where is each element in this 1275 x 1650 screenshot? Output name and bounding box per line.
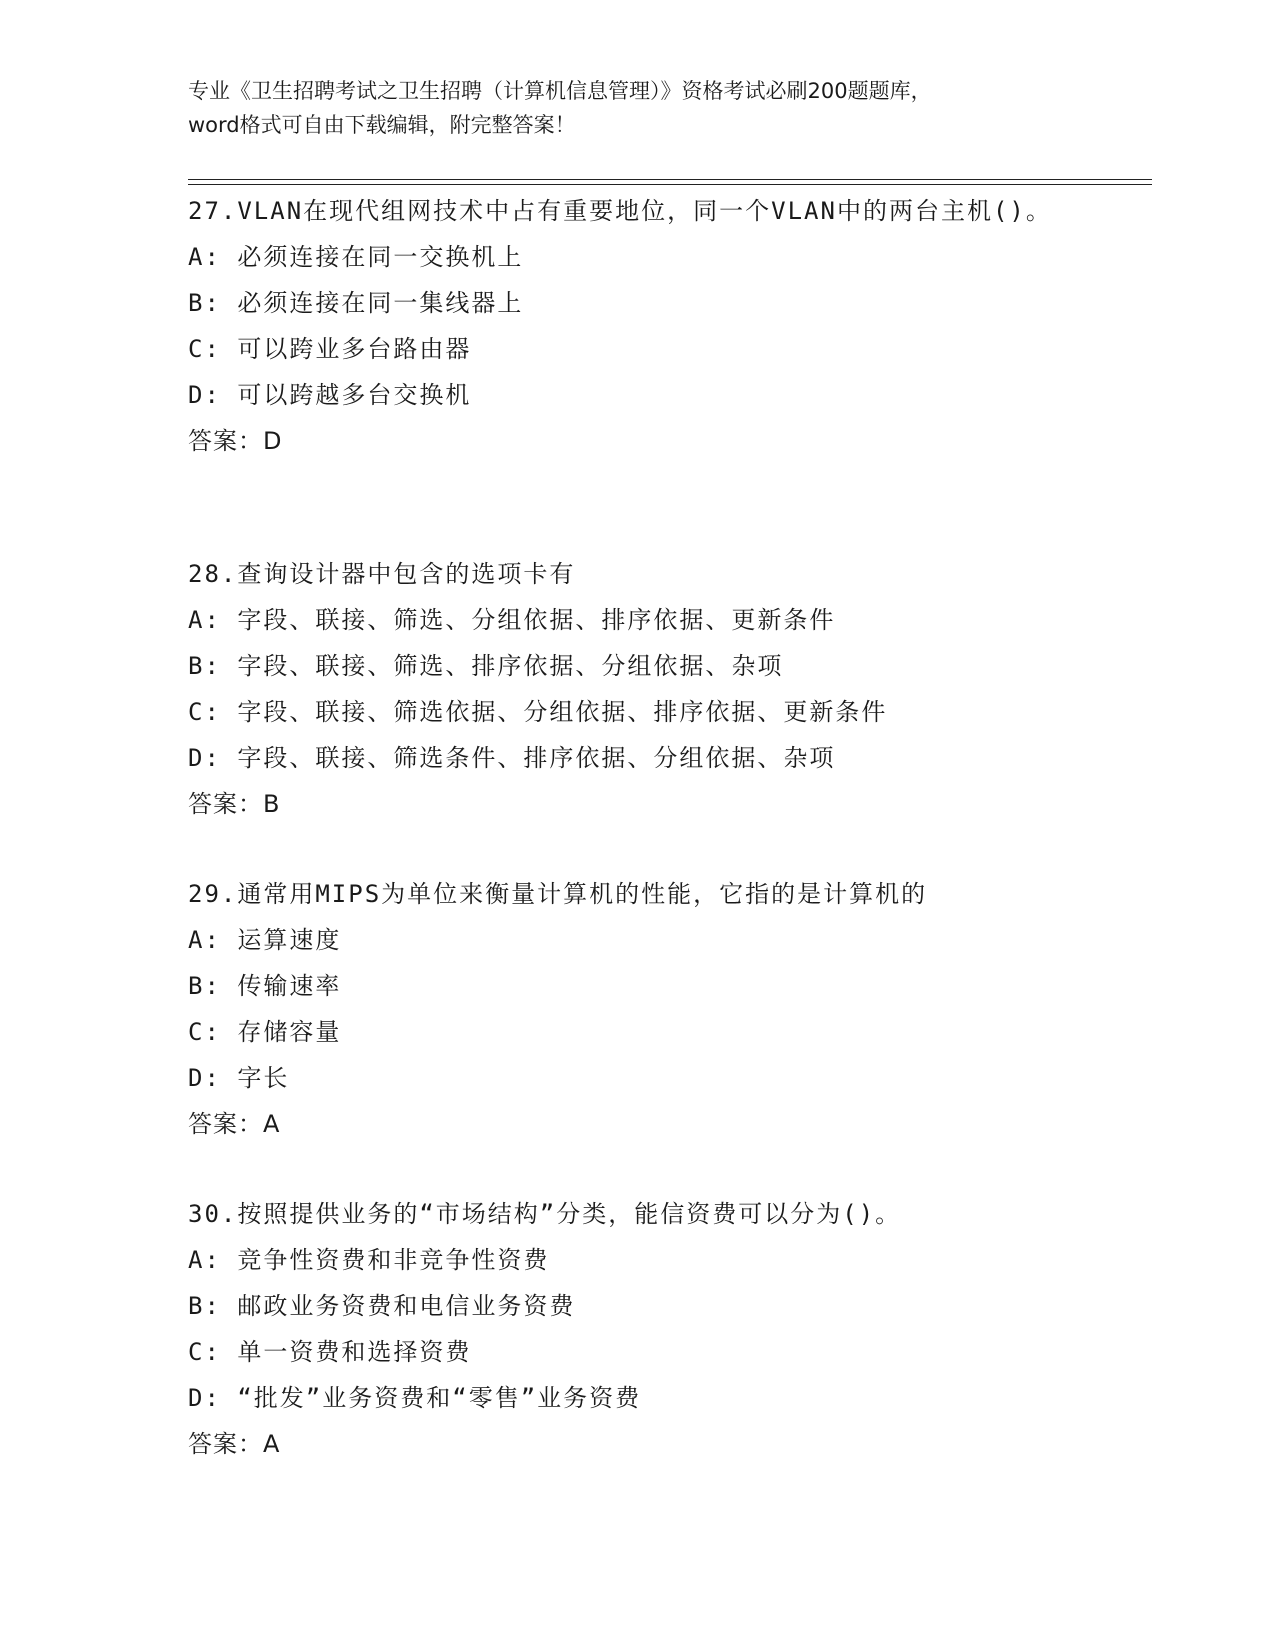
header-divider-top [188, 179, 1152, 180]
option-a: A: 字段、联接、筛选、分组依据、排序依据、更新条件 [188, 606, 836, 634]
option-d: D: 字长 [188, 1064, 290, 1092]
option-b: B: 传输速率 [188, 972, 342, 1000]
answer: 答案：D [188, 427, 283, 455]
document-header [188, 74, 1088, 142]
answer: 答案：A [188, 1430, 281, 1458]
option-b: B: 邮政业务资费和电信业务资费 [188, 1292, 576, 1320]
option-d: D: “批发”业务资费和“零售”业务资费 [188, 1384, 642, 1412]
option-b: B: 必须连接在同一集线器上 [188, 289, 524, 317]
option-c: C: 可以跨业多台路由器 [188, 335, 472, 363]
option-c: C: 单一资费和选择资费 [188, 1338, 472, 1366]
question-29 [188, 871, 1128, 1147]
question-28 [188, 551, 1128, 827]
option-a: A: 运算速度 [188, 926, 342, 954]
question-stem: 29.通常用MIPS为单位来衡量计算机的性能，它指的是计算机的 [188, 880, 928, 908]
question-stem: 27.VLAN在现代组网技术中占有重要地位，同一个VLAN中的两台主机()。 [188, 197, 1052, 225]
answer: 答案：A [188, 1110, 281, 1138]
option-d: D: 字段、联接、筛选条件、排序依据、分组依据、杂项 [188, 744, 836, 772]
question-30 [188, 1191, 1128, 1467]
option-b: B: 字段、联接、筛选、排序依据、分组依据、杂项 [188, 652, 784, 680]
header-line-1: 专业《卫生招聘考试之卫生招聘（计算机信息管理）》资格考试必刷200题题库， [188, 79, 932, 103]
option-a: A: 竞争性资费和非竞争性资费 [188, 1246, 550, 1274]
answer: 答案：B [188, 790, 281, 818]
header-divider-bottom [188, 184, 1152, 185]
option-c: C: 存储容量 [188, 1018, 342, 1046]
option-c: C: 字段、联接、筛选依据、分组依据、排序依据、更新条件 [188, 698, 888, 726]
option-a: A: 必须连接在同一交换机上 [188, 243, 524, 271]
question-stem: 30.按照提供业务的“市场结构”分类，能信资费可以分为()。 [188, 1200, 902, 1228]
question-27 [188, 188, 1128, 464]
question-stem: 28.查询设计器中包含的选项卡有 [188, 560, 576, 588]
header-line-2: word格式可自由下载编辑，附完整答案！ [188, 113, 576, 137]
option-d: D: 可以跨越多台交换机 [188, 381, 472, 409]
